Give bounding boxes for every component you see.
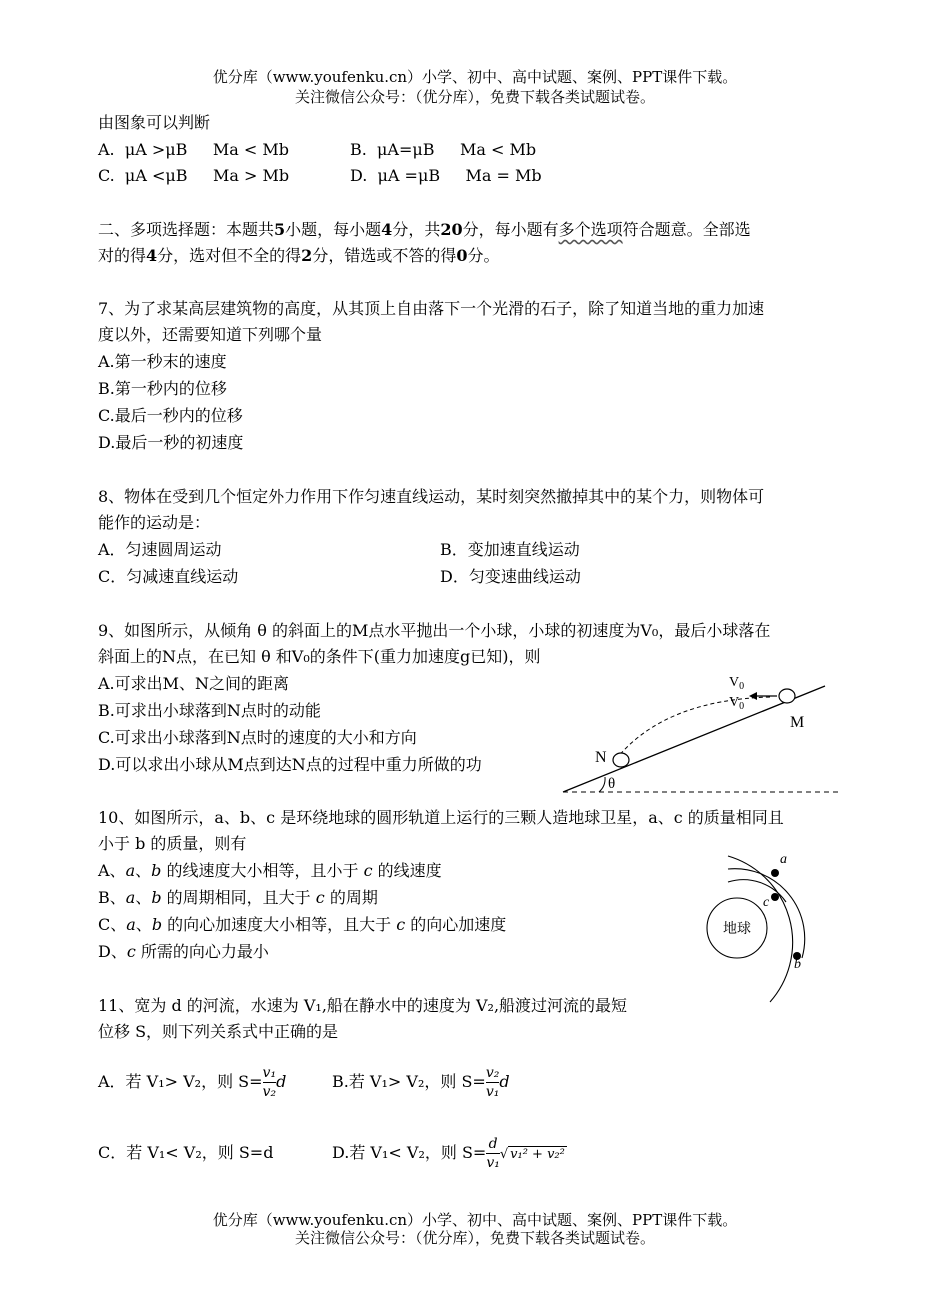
q7-option-b: B.第一秒内的位移: [98, 379, 227, 398]
satellite-orbits-diagram: [690, 848, 850, 1008]
q11-stem-2: 位移 S，则下列关系式中正确的是: [98, 1022, 339, 1041]
q10-option-b: B、a、b 的周期相同，且大于 c 的周期: [98, 888, 378, 907]
multi-option-underline: 多个选项: [558, 220, 623, 239]
q9-option-a: A.可求出M、N之间的距离: [98, 674, 290, 693]
angle-arc: [599, 777, 605, 792]
sqrt-content: v₁² + v₂²: [510, 1147, 565, 1162]
footer-line-2: 关注微信公众号：（优分库），免费下载各类试题试卷。: [294, 1229, 655, 1247]
q11-option-b: B.若 V₁> V₂，则 S= $\frac{\text{v₂}}{\text{v₁}}$ d: [332, 1065, 510, 1100]
q8-stem-1: 8、物体在受到几个恒定外力作用下作匀速直线运动，某时刻突然撤掉其中的某个力，则物体可: [98, 487, 765, 506]
v0-label-upper: $V_0$: [729, 675, 745, 692]
trajectory-dashed: [617, 697, 770, 758]
fraction-a: $\frac{\text{v₁}}{\text{v₂}}$: [262, 1065, 277, 1100]
ball-n: [613, 753, 629, 767]
q11-option-c: C．若 V₁< V₂，则 S=d: [98, 1143, 274, 1162]
arrow-head: [749, 692, 757, 700]
header-line-1: 优分库（www.youfenku.cn）小学、初中、高中试题、案例、PPT课件下载。: [212, 68, 738, 86]
q6-intro: 由图象可以判断: [98, 113, 211, 132]
footer-line-1: 优分库（www.youfenku.cn）小学、初中、高中试题、案例、PPT课件下载。: [212, 1211, 738, 1229]
q11-stem-1: 11、宽为 d 的河流，水速为 V₁,船在静水中的速度为 V₂,船渡过河流的最短: [98, 996, 628, 1015]
q8-stem-2: 能作的运动是：: [98, 513, 211, 532]
v0-label-lower: $V_0$: [729, 695, 745, 712]
label-a: a: [780, 852, 787, 867]
q7-option-c: C.最后一秒内的位移: [98, 406, 243, 425]
q7-stem-2: 度以外，还需要知道下列哪个量: [98, 325, 323, 344]
satellite-c: [771, 893, 779, 901]
q6-option-d: D. μA =μB Ma = Mb: [350, 166, 542, 185]
q9-stem-2: 斜面上的N点，在已知 θ 和V₀的条件下(重力加速度g已知)，则: [98, 647, 541, 666]
label-n: N: [595, 749, 607, 766]
q10-stem-1: 10、如图所示，a、b、c 是环绕地球的圆形轨道上运行的三颗人造地球卫星，a、c 的质量相同且: [98, 808, 784, 827]
q11-option-a: A．若 V₁> V₂，则 S= $\frac{\text{v₁}}{\text{v₂}}$ d: [98, 1065, 287, 1100]
incline-projectile-diagram: [555, 670, 845, 795]
q9-option-b: B.可求出小球落到N点时的动能: [98, 701, 321, 720]
theta-label: θ: [608, 776, 616, 792]
q10-option-a: A、a、b 的线速度大小相等，且小于 c 的线速度: [98, 861, 442, 880]
q10-stem-2: 小于 b 的质量，则有: [98, 834, 247, 853]
q10-option-d: D、c 所需的向心力最小: [98, 942, 269, 961]
label-b: b: [794, 957, 801, 972]
q6-option-a: A. μA >μB Ma < Mb: [98, 140, 289, 159]
q9-option-d: D.可以求出小球从M点到达N点的过程中重力所做的功: [98, 755, 482, 774]
q10-option-c: C、a、b 的向心加速度大小相等，且大于 c 的向心加速度: [98, 915, 507, 934]
fraction-b: $\frac{\text{v₂}}{\text{v₁}}$: [485, 1065, 500, 1100]
q7-stem-1: 7、为了求某高层建筑物的高度，从其顶上自由落下一个光滑的石子，除了知道当地的重力加速: [98, 299, 765, 318]
q11-option-d: D.若 V₁< V₂，则 S= $\frac{d}{\text{v₁}}$ √ v₁² + v₂²: [332, 1136, 565, 1171]
q8-option-a: A．匀速圆周运动: [98, 540, 222, 559]
section2-line-1: 二、多项选择题：本题共5小题，每小题4分，共20分，每小题有多个选项符合题意。全部选: [98, 220, 751, 239]
q8-option-b: B．变加速直线运动: [440, 540, 580, 559]
q9-option-c: C.可求出小球落到N点时的速度的大小和方向: [98, 728, 417, 747]
q8-option-c: C．匀减速直线运动: [98, 567, 239, 586]
label-c: c: [763, 895, 770, 910]
q7-option-d: D.最后一秒的初速度: [98, 433, 244, 452]
fraction-d: $\frac{d}{\text{v₁}}$: [486, 1136, 500, 1171]
label-m: M: [790, 714, 805, 731]
earth-label: 地球: [723, 922, 751, 937]
q8-option-d: D．匀变速曲线运动: [440, 567, 581, 586]
header-line-2: 关注微信公众号：（优分库），免费下载各类试题试卷。: [294, 88, 655, 106]
q6-option-c: C. μA <μB Ma > Mb: [98, 166, 290, 185]
q7-option-a: A.第一秒末的速度: [98, 352, 227, 371]
sqrt-symbol: √: [499, 1147, 509, 1162]
q6-option-b: B. μA=μB Ma < Mb: [350, 140, 537, 159]
ball-m: [779, 689, 795, 703]
section2-line-2: 对的得4分，选对但不全的得2分，错选或不答的得0分。: [98, 246, 500, 265]
q9-stem-1: 9、如图所示，从倾角 θ 的斜面上的M点水平抛出一个小球，小球的初速度为V₀，最后小球落在: [98, 621, 771, 640]
satellite-a: [771, 869, 779, 877]
